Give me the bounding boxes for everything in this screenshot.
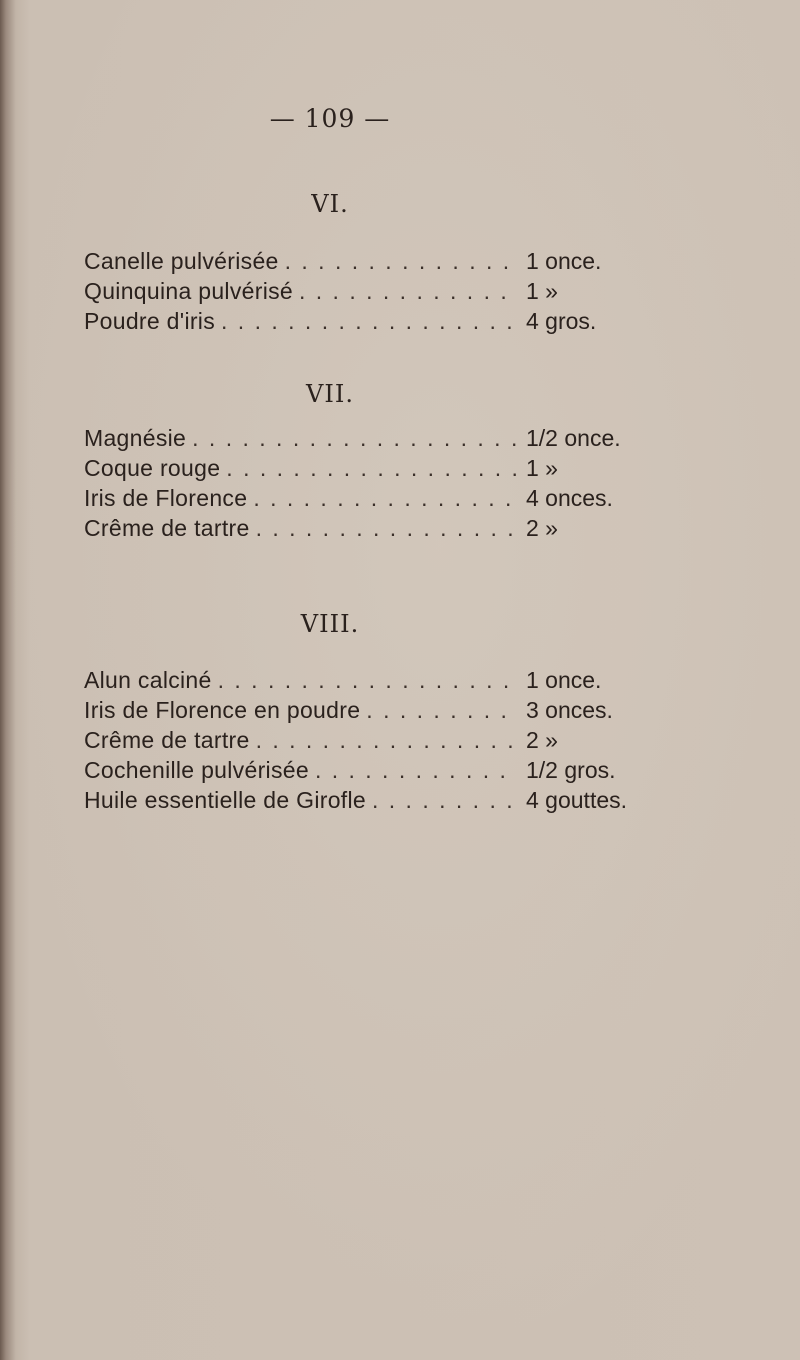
ingredient-name: Canelle pulvérisée (84, 248, 279, 274)
dot-leader (366, 697, 516, 724)
dot-leader (256, 727, 516, 754)
ingredient-quantity: 1 once. (526, 667, 602, 693)
ingredient-quantity: 4 gouttes. (526, 787, 628, 813)
recipe-line (84, 455, 644, 485)
ingredient-quantity: 4 onces. (526, 485, 613, 511)
dot-leader (218, 667, 516, 694)
recipe-line (84, 425, 644, 455)
ingredient-quantity: 1 once. (526, 248, 602, 274)
section-title-vi: VI. (311, 190, 349, 218)
ingredient-quantity: 1 » (526, 455, 558, 481)
recipe-line (84, 278, 644, 308)
recipe-vi (84, 248, 644, 338)
dot-leader (285, 248, 516, 275)
section-title-vii: VII. (306, 380, 354, 408)
recipe-line (84, 697, 644, 727)
ingredient-name: Magnésie (84, 425, 187, 451)
dot-leader (253, 485, 516, 512)
recipe-line (84, 727, 644, 757)
ingredient-quantity: 4 gros. (526, 308, 597, 334)
recipe-line (84, 757, 644, 787)
ingredient-name: Iris de Florence en poudre (84, 697, 361, 723)
dot-leader (192, 425, 516, 452)
dot-leader (372, 787, 516, 814)
dot-leader (299, 278, 516, 305)
section-title-viii: VIII. (300, 610, 360, 638)
ingredient-name: Iris de Florence (84, 485, 248, 511)
dot-leader (221, 308, 516, 335)
ingredient-quantity: 2 » (526, 727, 558, 753)
ingredient-name: Huile essentielle de Girofle (84, 787, 366, 813)
ingredient-name: Quinquina pulvérisé (84, 278, 293, 304)
page-number: — 109 — (269, 104, 391, 133)
recipe-line (84, 667, 644, 697)
recipe-vii (84, 425, 644, 545)
ingredient-name: Poudre d'iris (84, 308, 216, 334)
ingredient-quantity: 1 » (526, 278, 558, 304)
recipe-line (84, 787, 644, 817)
ingredient-name: Crême de tartre (84, 727, 250, 753)
ingredient-name: Crême de tartre (84, 515, 250, 541)
recipe-viii (84, 667, 644, 817)
recipe-line (84, 515, 644, 545)
ingredient-quantity: 1/2 gros. (526, 757, 616, 783)
recipe-line (84, 485, 644, 515)
recipe-line (84, 248, 644, 278)
dot-leader (226, 455, 516, 482)
ingredient-name: Coque rouge (84, 455, 221, 481)
dot-leader (315, 757, 516, 784)
ingredient-quantity: 1/2 once. (526, 425, 621, 451)
ingredient-quantity: 3 onces. (526, 697, 613, 723)
recipe-line (84, 308, 644, 338)
ingredient-name: Cochenille pulvérisée (84, 757, 309, 783)
dot-leader (256, 515, 516, 542)
ingredient-quantity: 2 » (526, 515, 558, 541)
ingredient-name: Alun calciné (84, 667, 212, 693)
